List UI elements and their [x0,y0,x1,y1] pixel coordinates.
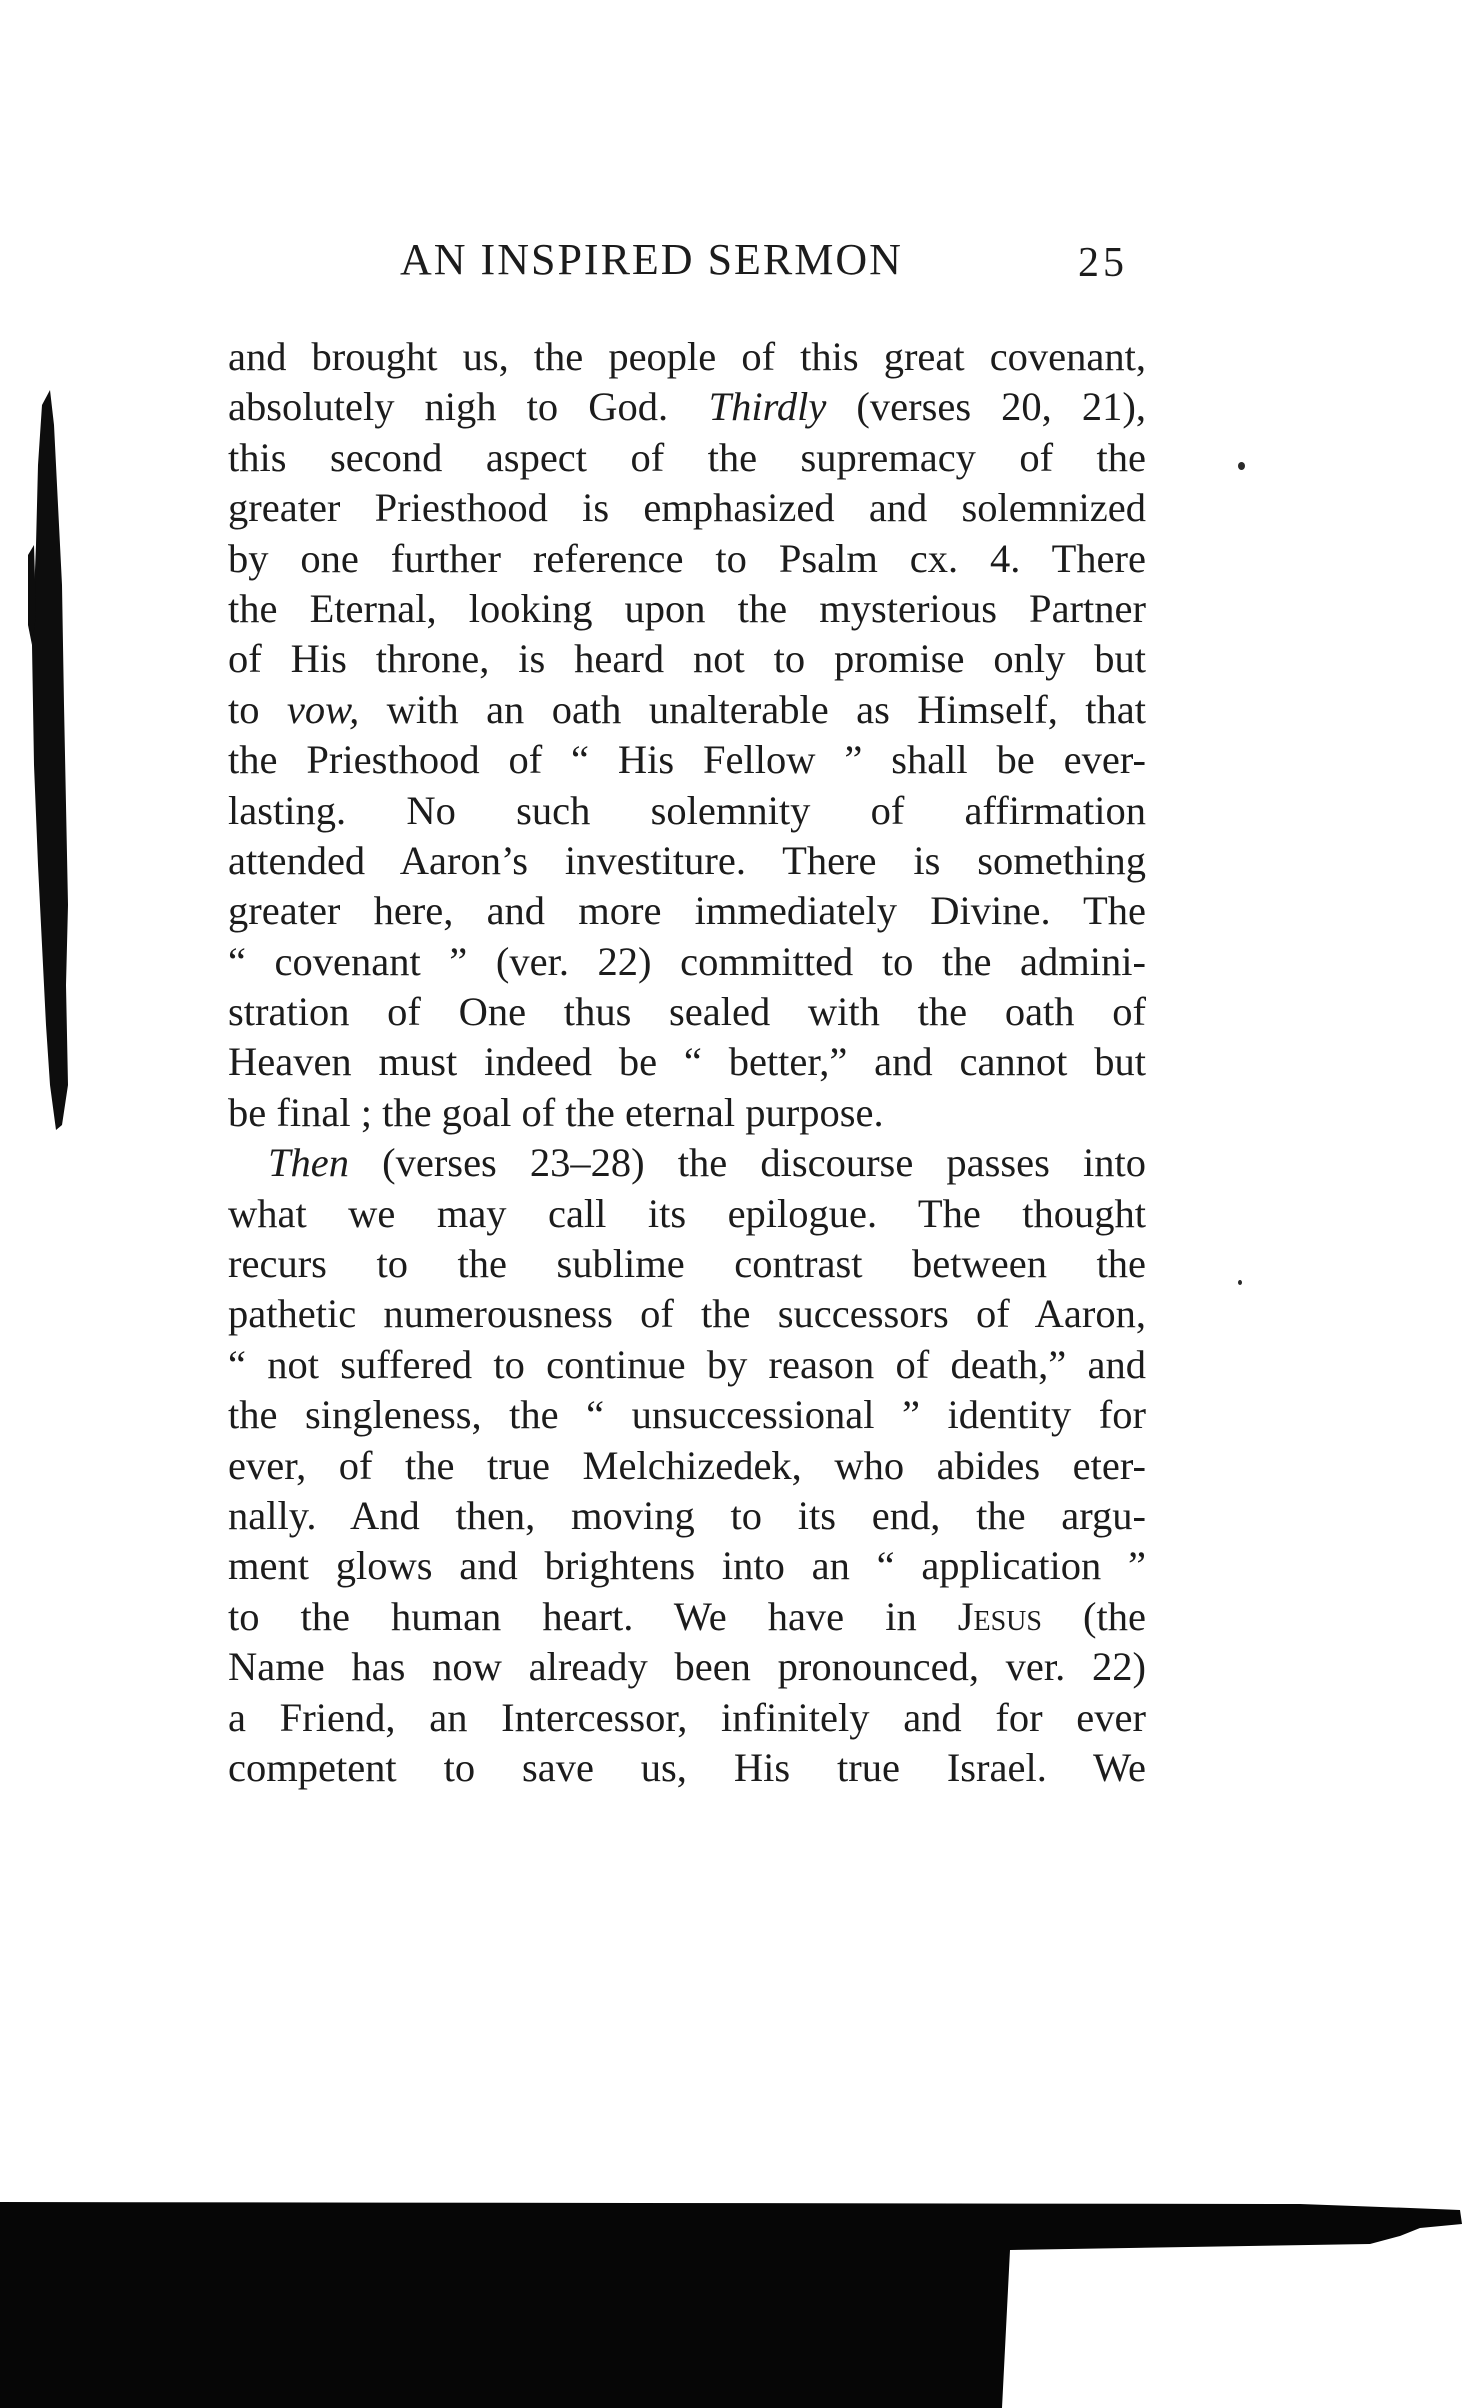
text-line: “ covenant ” (ver. 22) committed to the admini- [228,938,1146,984]
text-line: to vow, with an oath unalterable as Himself, that [228,686,1146,732]
text-line: lasting. No such solemnity of affirmation [228,787,1146,833]
text-line: of His throne, is heard not to promise only but [228,636,1146,682]
emphasis: Thirdly [708,384,827,430]
text-line: what we may call its epilogue. The thought [228,1190,1146,1236]
text-line: and brought us, the people of this great covenant, [228,334,1146,379]
emphasis: Then [268,1140,349,1186]
speck-artifact [1238,462,1245,470]
text-line: competent to save us, His true Israel. We [228,1744,1146,1790]
small-caps-name: Jesus [957,1593,1042,1639]
bottom-scan-shadow [0,2202,1482,2408]
text-line: this second aspect of the supremacy of the [228,434,1146,480]
speck-artifact [1238,1280,1242,1285]
text-line: the singleness, the “ unsuccessional ” identity for [228,1392,1146,1438]
text-line: Then (verses 23–28) the discourse passes into [268,1140,1146,1186]
body-text [228,332,1146,1793]
page-number: 25 [1078,240,1128,286]
text-line: stration of One thus sealed with the oath of [228,989,1146,1035]
text-line: to the human heart. We have in Jesus (the [228,1593,1146,1639]
text-line: Heaven must indeed be “ better,” and cannot but [228,1039,1146,1085]
text-line: attended Aaron’s investiture. There is something [228,837,1146,883]
text-line: the Priesthood of “ His Fellow ” shall be ever- [228,737,1146,783]
text-line: be final ; the goal of the eternal purpose. [228,1089,884,1135]
emphasis: vow, [286,686,360,732]
text-line: ment glows and brightens into an “ application ” [228,1543,1146,1589]
text-line: the Eternal, looking upon the mysterious Partner [228,585,1146,631]
text-line: absolutely nigh to God. Thirdly (verses 20, 21), [228,384,1146,430]
running-head: AN INSPIRED SERMON [400,235,903,284]
text-line: Name has now already been pronounced, ver. 22) [228,1644,1146,1690]
text-line: nally. And then, moving to its end, the argu- [228,1492,1146,1538]
text-line: by one further reference to Psalm cx. 4. There [228,535,1146,581]
text-line: greater here, and more immediately Divine. The [228,888,1146,934]
text-line: pathetic numerousness of the successors of Aaron, [228,1291,1146,1337]
text-line: greater Priesthood is emphasized and solemnized [228,485,1146,531]
text-line: ever, of the true Melchizedek, who abides eter- [228,1442,1146,1488]
binding-shadow-artifact [28,385,68,1135]
text-line: a Friend, an Intercessor, infinitely and for ever [228,1694,1146,1740]
text-line: “ not suffered to continue by reason of death,” and [228,1341,1146,1387]
text-line: recurs to the sublime contrast between the [228,1241,1146,1287]
